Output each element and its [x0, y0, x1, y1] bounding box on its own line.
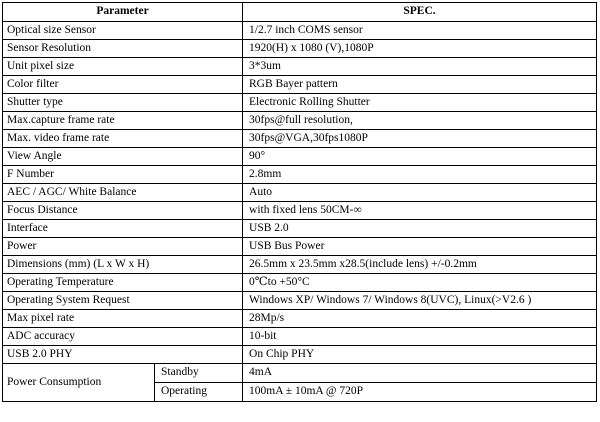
param-cell: ADC accuracy: [3, 328, 243, 346]
header-spec: SPEC.: [243, 3, 597, 22]
spec-cell: Electronic Rolling Shutter: [243, 94, 597, 112]
param-cell: Operating Temperature: [3, 274, 243, 292]
param-cell: Sensor Resolution: [3, 40, 243, 58]
spec-cell: 3*3um: [243, 58, 597, 76]
power-mode-cell: Standby: [155, 364, 243, 383]
table-row: [3, 94, 597, 112]
param-cell: Interface: [3, 220, 243, 238]
spec-cell: 100mA ± 10mA @ 720P: [243, 383, 597, 402]
spec-cell: 2.8mm: [243, 166, 597, 184]
spec-cell: 26.5mm x 23.5mm x28.5(include lens) +/-0.2mm: [243, 256, 597, 274]
param-cell: Shutter type: [3, 94, 243, 112]
spec-cell: with fixed lens 50CM-∞: [243, 202, 597, 220]
table-row: [3, 346, 597, 364]
table-row: [3, 112, 597, 130]
spec-cell: 1920(H) x 1080 (V),1080P: [243, 40, 597, 58]
spec-cell: 4mA: [243, 364, 597, 383]
param-cell: AEC / AGC/ White Balance: [3, 184, 243, 202]
param-cell: Focus Distance: [3, 202, 243, 220]
table-row: [3, 76, 597, 94]
param-cell: Operating System Request: [3, 292, 243, 310]
table-row: [3, 274, 597, 292]
param-cell: Unit pixel size: [3, 58, 243, 76]
table-row: [3, 22, 597, 40]
table-row: [3, 256, 597, 274]
table-row: [3, 40, 597, 58]
table-header-row: [3, 3, 597, 22]
table-row: [3, 310, 597, 328]
spec-cell: RGB Bayer pattern: [243, 76, 597, 94]
spec-cell: 28Mp/s: [243, 310, 597, 328]
spec-cell: On Chip PHY: [243, 346, 597, 364]
param-cell: Power: [3, 238, 243, 256]
spec-cell: 1/2.7 inch COMS sensor: [243, 22, 597, 40]
param-cell: View Angle: [3, 148, 243, 166]
table-row: [3, 328, 597, 346]
table-row: [3, 238, 597, 256]
spec-cell: 0℃to +50°C: [243, 274, 597, 292]
table-row: [3, 220, 597, 238]
spec-cell: 90°: [243, 148, 597, 166]
spec-cell: Windows XP/ Windows 7/ Windows 8(UVC), Linux(>V2.6 ): [243, 292, 597, 310]
spec-cell: 30fps@VGA,30fps1080P: [243, 130, 597, 148]
param-cell: USB 2.0 PHY: [3, 346, 243, 364]
spec-cell: Auto: [243, 184, 597, 202]
table-row: [3, 148, 597, 166]
table-row: [3, 184, 597, 202]
table-row-power-standby: [3, 364, 597, 383]
param-cell: Max. video frame rate: [3, 130, 243, 148]
param-cell: Optical size Sensor: [3, 22, 243, 40]
spec-table: [2, 2, 597, 402]
table-row: [3, 292, 597, 310]
param-cell: Color filter: [3, 76, 243, 94]
table-row: [3, 166, 597, 184]
spec-cell: USB 2.0: [243, 220, 597, 238]
param-cell: Max pixel rate: [3, 310, 243, 328]
table-row: [3, 202, 597, 220]
spec-cell: USB Bus Power: [243, 238, 597, 256]
table-row: [3, 58, 597, 76]
spec-cell: 30fps@full resolution,: [243, 112, 597, 130]
spec-cell: 10-bit: [243, 328, 597, 346]
power-consumption-label: Power Consumption: [3, 364, 155, 402]
power-mode-cell: Operating: [155, 383, 243, 402]
table-body: [3, 22, 597, 402]
param-cell: F Number: [3, 166, 243, 184]
table-row: [3, 130, 597, 148]
param-cell: Max.capture frame rate: [3, 112, 243, 130]
header-parameter: Parameter: [3, 3, 243, 22]
param-cell: Dimensions (mm) (L x W x H): [3, 256, 243, 274]
